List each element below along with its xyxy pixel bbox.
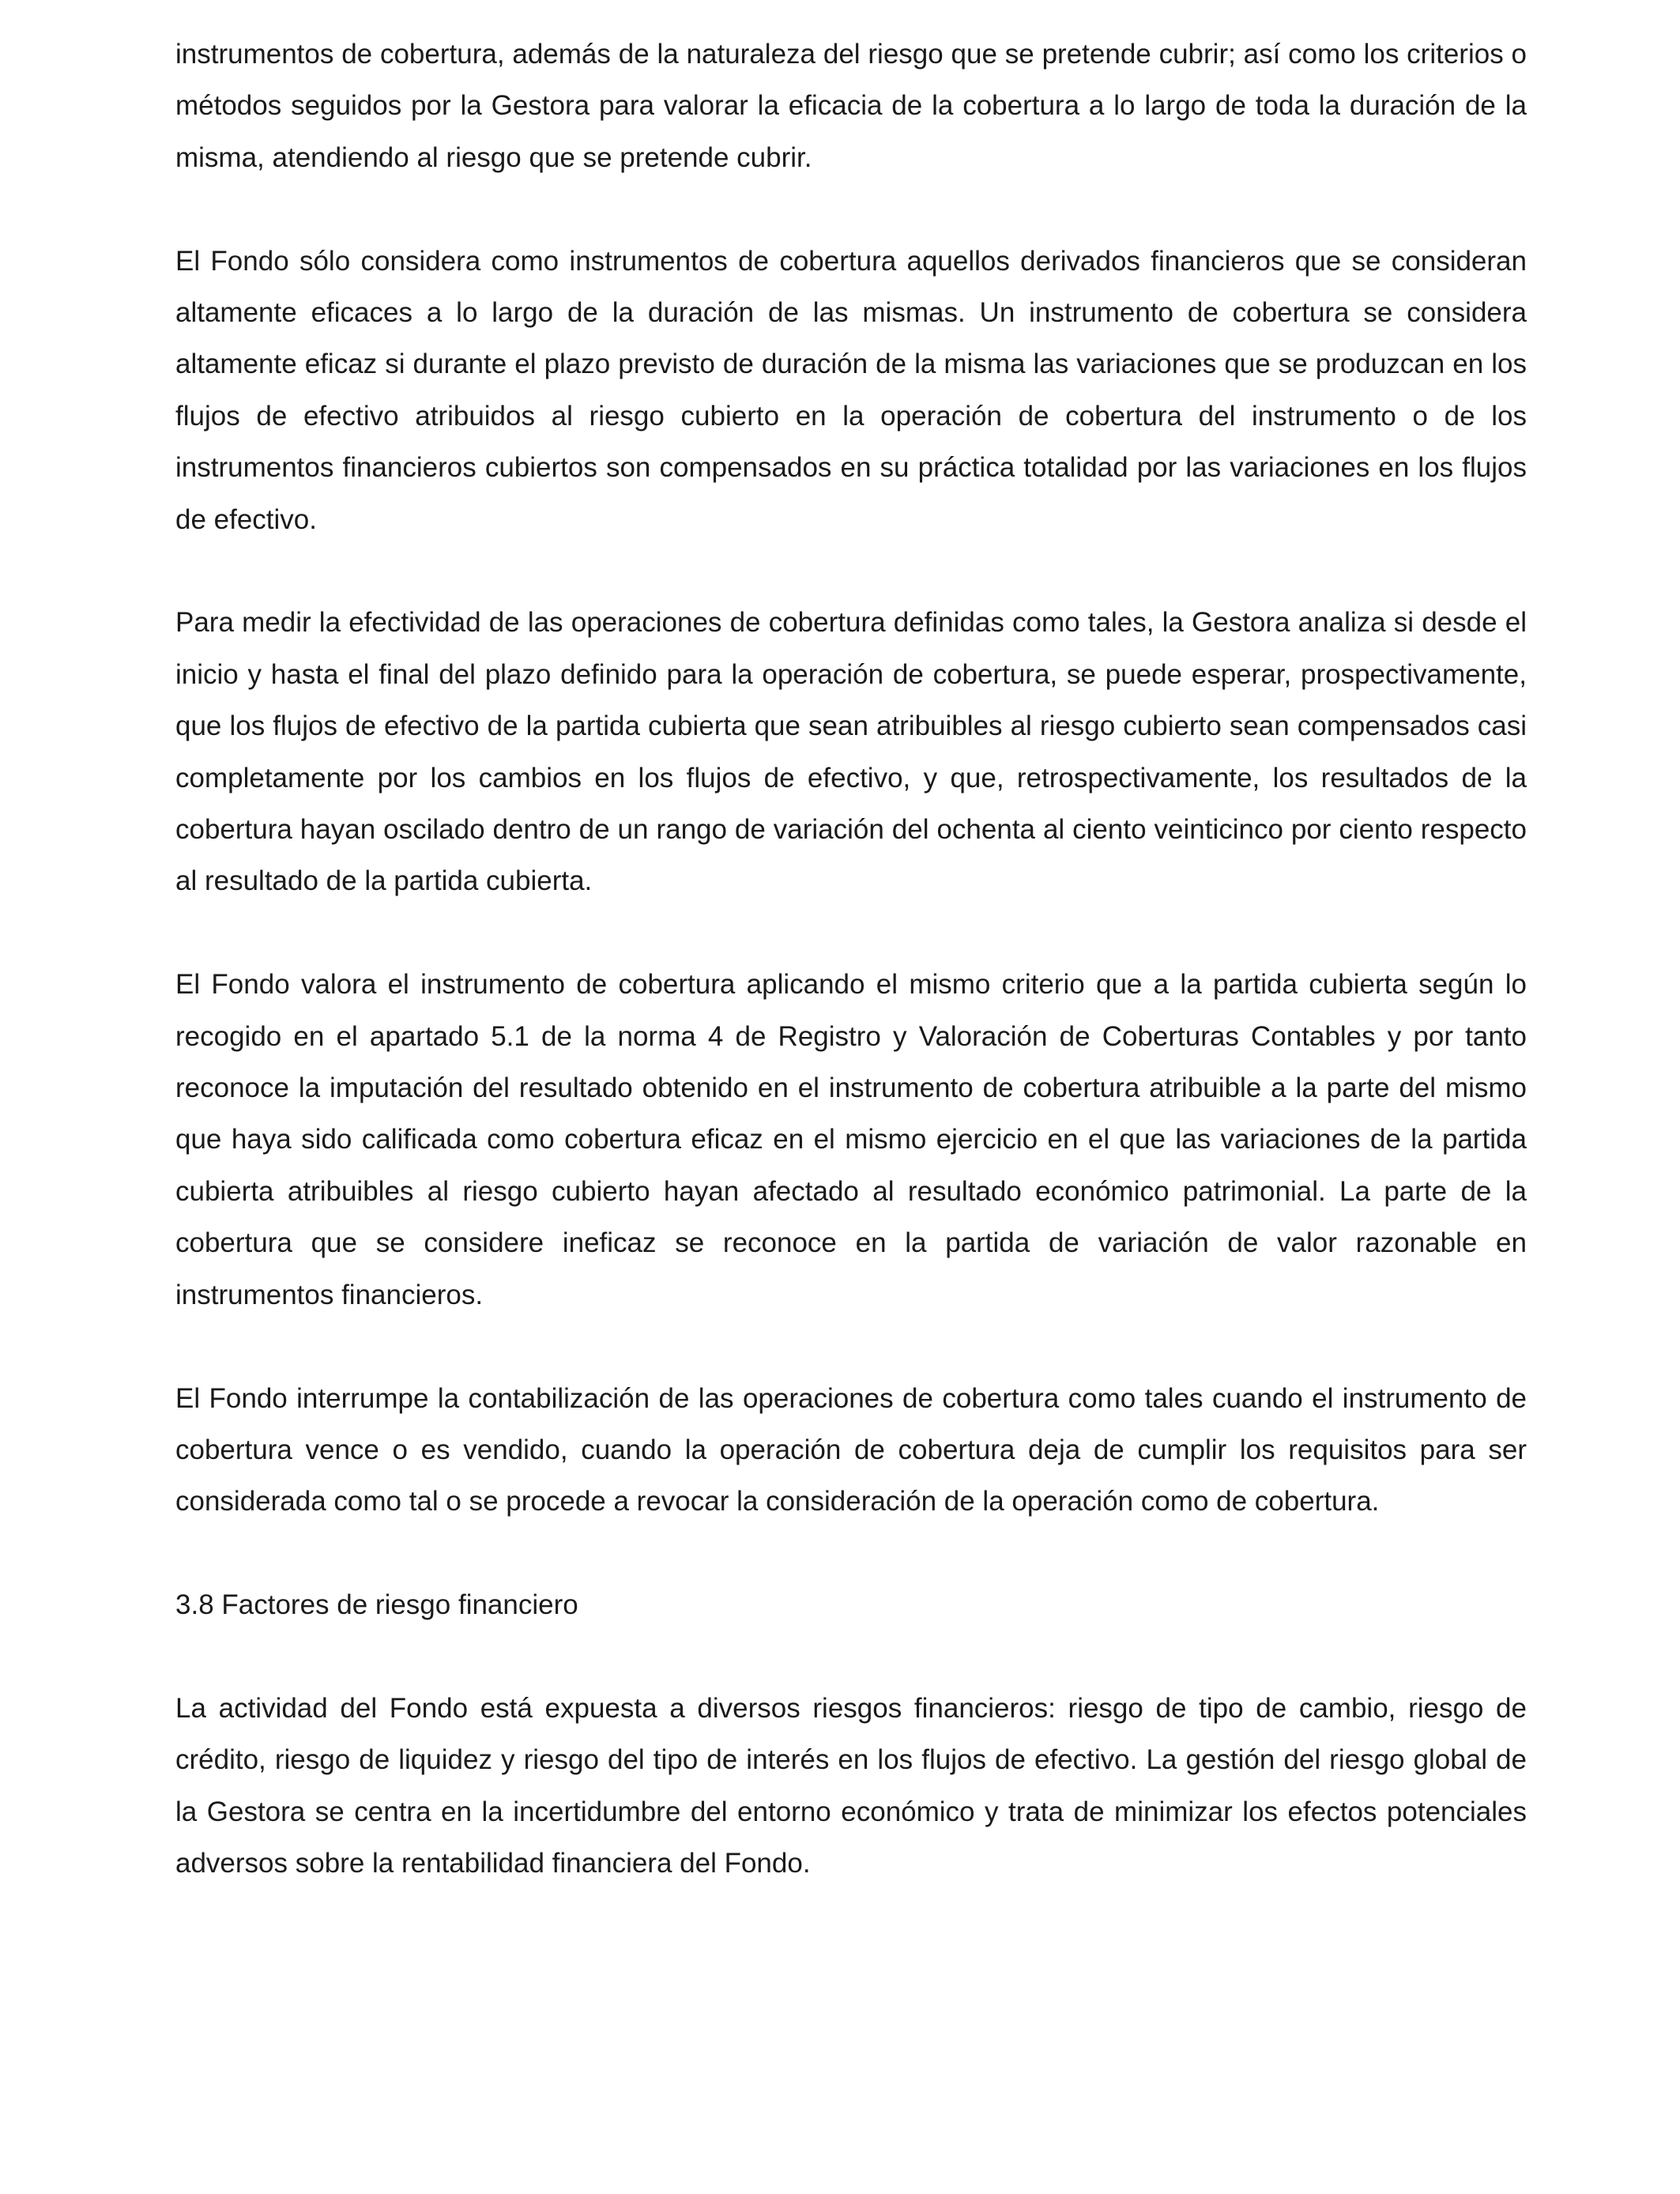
paragraph-financial-risks: La actividad del Fondo está expuesta a diversos riesgos financieros: riesgo de tipo de cambio, riesgo de crédito, riesgo de liquidez y riesgo del tipo de interés en los flujos de efectivo. La gestión del riesgo global de la Gestora se centra en la incertidumbre del entorno económico y trata de minimizar los efectos potenciales adversos sobre la rentabilidad financiera del Fondo. [175, 1692, 1527, 1879]
paragraph-hedging-instruments: El Fondo sólo considera como instrumentos de cobertura aquellos derivados financieros que se consideran altamente eficaces a lo largo de la duración de las mismas. Un instrumento de cobertura se considera altamente eficaz si durante el plazo previsto de duración de la misma las variaciones que se produzcan en los flujos de efectivo atribuidos al riesgo cubierto en la operación de cobertura del instrumento o de los instrumentos financieros cubiertos son compensados en su práctica totalidad por las variaciones en los flujos de efectivo. [175, 245, 1527, 535]
section-heading: 3.8 Factores de riesgo financiero [175, 1589, 578, 1621]
paragraph-hedge-discontinuation: El Fondo interrumpe la contabilización de las operaciones de cobertura como tales cuando el instrumento de cobertura vence o es vendido, cuando la operación de cobertura deja de cumplir los requisitos para ser considerada como tal o se procede a revocar la consideración de la operación como de cobertura. [175, 1382, 1527, 1517]
paragraph-hedge-valuation: El Fondo valora el instrumento de cobertura aplicando el mismo criterio que a la partida cubierta según lo recogido en el apartado 5.1 de la norma 4 de Registro y Valoración de Coberturas Contables y por tanto reconoce la imputación del resultado obtenido en el instrumento de cobertura atribuible a la parte del mismo que haya sido calificada como cobertura eficaz en el mismo ejercicio en el que las variaciones de la partida cubierta atribuibles al riesgo cubierto hayan afectado al resultado económico patrimonial. La parte de la cobertura que se considere ineficaz se reconoce en la partida de variación de valor razonable en instrumentos financieros. [175, 969, 1527, 1310]
paragraph-effectiveness-measurement: Para medir la efectividad de las operaciones de cobertura definidas como tales, la Gestora analiza si desde el inicio y hasta el final del plazo definido para la operación de cobertura, se puede esperar, prospectivamente, que los flujos de efectivo de la partida cubierta que sean atribuibles al riesgo cubierto sean compensados casi completamente por los cambios en los flujos de efectivo, y que, retrospectivamente, los resultados de la cobertura hayan oscilado dentro de un rango de variación del ochenta al ciento veinticinco por ciento respecto al resultado de la partida cubierta. [175, 607, 1527, 897]
paragraph-hedging-criteria: instrumentos de cobertura, además de la naturaleza del riesgo que se pretende cubrir; así como los criterios o métodos seguidos por la Gestora para valorar la eficacia de la cobertura a lo largo de toda la duración de la misma, atendiendo al riesgo que se pretende cubrir. [175, 39, 1527, 173]
document-body [175, 28, 1527, 1941]
